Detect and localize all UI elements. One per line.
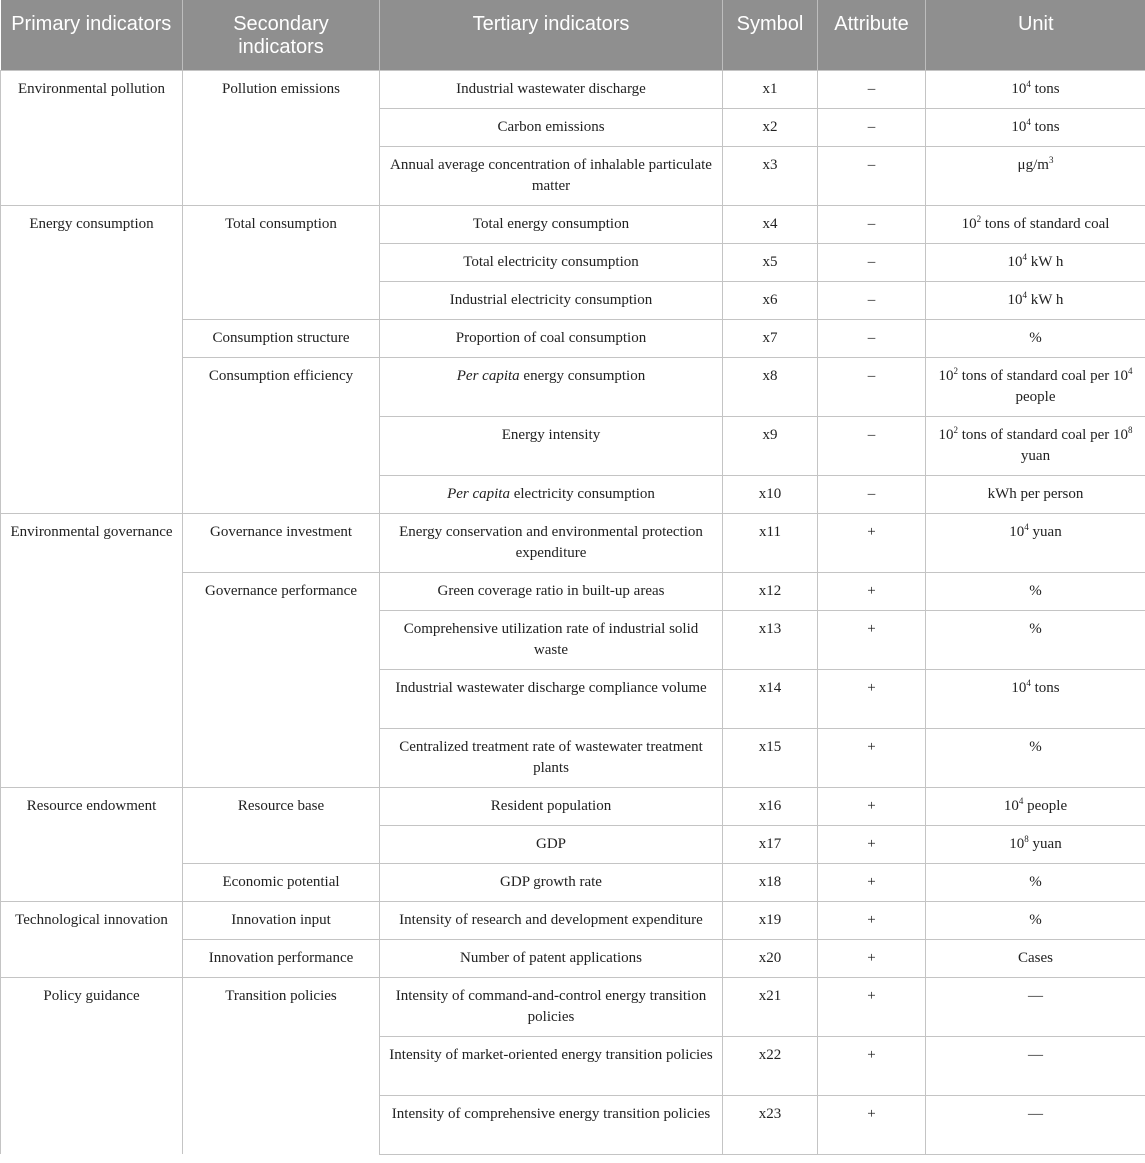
unit-cell: —	[926, 1036, 1145, 1095]
attribute-cell: –	[818, 108, 926, 146]
tertiary-cell: Comprehensive utilization rate of industrial solid waste	[380, 610, 723, 669]
symbol-cell: x18	[723, 863, 818, 901]
unit-cell: %	[926, 572, 1145, 610]
secondary-cell: Innovation input	[183, 901, 380, 939]
attribute-cell: +	[818, 669, 926, 728]
unit-cell: %	[926, 610, 1145, 669]
secondary-cell: Governance performance	[183, 572, 380, 787]
symbol-cell: x23	[723, 1095, 818, 1154]
tertiary-cell: Number of patent applications	[380, 939, 723, 977]
table-row	[1, 70, 1145, 108]
unit-cell: $\mu g/m^3$	[926, 146, 1145, 205]
tertiary-cell: Industrial wastewater discharge compliance volume	[380, 669, 723, 728]
attribute-cell: +	[818, 825, 926, 863]
table-row	[1, 787, 1145, 825]
symbol-cell: x7	[723, 319, 818, 357]
attribute-cell: –	[818, 281, 926, 319]
symbol-cell: x15	[723, 728, 818, 787]
primary-cell: Technological innovation	[1, 901, 183, 977]
attribute-cell: –	[818, 146, 926, 205]
symbol-cell: x17	[723, 825, 818, 863]
attribute-cell: –	[818, 243, 926, 281]
attribute-cell: +	[818, 977, 926, 1036]
symbol-cell: x21	[723, 977, 818, 1036]
attribute-cell: +	[818, 513, 926, 572]
tertiary-cell: GDP	[380, 825, 723, 863]
symbol-cell: x6	[723, 281, 818, 319]
tertiary-cell: Per capita energy consumption	[380, 357, 723, 416]
symbol-cell: x2	[723, 108, 818, 146]
secondary-cell: Transition policies	[183, 977, 380, 1154]
header-primary: Primary indicators	[1, 0, 183, 70]
secondary-cell: Governance investment	[183, 513, 380, 572]
attribute-cell: +	[818, 939, 926, 977]
unit-cell: $10^8$ yuan	[926, 825, 1145, 863]
unit-cell: $10^4$ tons	[926, 108, 1145, 146]
tertiary-cell: Industrial electricity consumption	[380, 281, 723, 319]
table-row	[1, 977, 1145, 1036]
unit-cell: —	[926, 1095, 1145, 1154]
primary-cell: Energy consumption	[1, 205, 183, 513]
unit-cell: %	[926, 319, 1145, 357]
symbol-cell: x11	[723, 513, 818, 572]
attribute-cell: +	[818, 1036, 926, 1095]
tertiary-cell: Total electricity consumption	[380, 243, 723, 281]
unit-cell: %	[926, 728, 1145, 787]
symbol-cell: x12	[723, 572, 818, 610]
attribute-cell: +	[818, 572, 926, 610]
symbol-cell: x9	[723, 416, 818, 475]
header-row	[1, 0, 1145, 70]
unit-cell: $10^2$ tons of standard coal per $10^4$ people	[926, 357, 1145, 416]
attribute-cell: –	[818, 70, 926, 108]
secondary-cell: Consumption structure	[183, 319, 380, 357]
unit-cell: $10^2$ tons of standard coal	[926, 205, 1145, 243]
unit-cell: %	[926, 863, 1145, 901]
attribute-cell: –	[818, 319, 926, 357]
secondary-cell: Pollution emissions	[183, 70, 380, 205]
tertiary-cell: Intensity of market-oriented energy transition policies	[380, 1036, 723, 1095]
symbol-cell: x4	[723, 205, 818, 243]
tertiary-cell: Resident population	[380, 787, 723, 825]
table-row	[1, 205, 1145, 243]
symbol-cell: x22	[723, 1036, 818, 1095]
tertiary-cell: Annual average concentration of inhalable particulate matter	[380, 146, 723, 205]
header-secondary: Secondary indicators	[183, 0, 380, 70]
attribute-cell: +	[818, 728, 926, 787]
header-tertiary: Tertiary indicators	[380, 0, 723, 70]
header-symbol: Symbol	[723, 0, 818, 70]
tertiary-cell: Total energy consumption	[380, 205, 723, 243]
primary-cell: Resource endowment	[1, 787, 183, 901]
tertiary-cell: Intensity of comprehensive energy transition policies	[380, 1095, 723, 1154]
attribute-cell: +	[818, 787, 926, 825]
secondary-cell: Total consumption	[183, 205, 380, 319]
header-unit: Unit	[926, 0, 1145, 70]
symbol-cell: x20	[723, 939, 818, 977]
tertiary-cell: Carbon emissions	[380, 108, 723, 146]
tertiary-cell: Per capita electricity consumption	[380, 475, 723, 513]
symbol-cell: x10	[723, 475, 818, 513]
unit-cell: —	[926, 977, 1145, 1036]
attribute-cell: +	[818, 610, 926, 669]
tertiary-cell: Energy intensity	[380, 416, 723, 475]
unit-cell: $10^4$ kW h	[926, 281, 1145, 319]
attribute-cell: +	[818, 863, 926, 901]
secondary-cell: Economic potential	[183, 863, 380, 901]
unit-cell: kWh per person	[926, 475, 1145, 513]
symbol-cell: x1	[723, 70, 818, 108]
symbol-cell: x14	[723, 669, 818, 728]
primary-cell: Environmental governance	[1, 513, 183, 787]
attribute-cell: –	[818, 475, 926, 513]
table-row	[1, 513, 1145, 572]
tertiary-cell: Energy conservation and environmental protection expenditure	[380, 513, 723, 572]
unit-cell: %	[926, 901, 1145, 939]
secondary-cell: Innovation performance	[183, 939, 380, 977]
unit-cell: Cases	[926, 939, 1145, 977]
secondary-cell: Resource base	[183, 787, 380, 863]
unit-cell: $10^4$ yuan	[926, 513, 1145, 572]
symbol-cell: x5	[723, 243, 818, 281]
primary-cell: Environmental pollution	[1, 70, 183, 205]
symbol-cell: x16	[723, 787, 818, 825]
attribute-cell: +	[818, 901, 926, 939]
tertiary-cell: Intensity of research and development expenditure	[380, 901, 723, 939]
symbol-cell: x8	[723, 357, 818, 416]
unit-cell: $10^4$ tons	[926, 669, 1145, 728]
tertiary-cell: Proportion of coal consumption	[380, 319, 723, 357]
symbol-cell: x19	[723, 901, 818, 939]
tertiary-cell: Intensity of command-and-control energy transition policies	[380, 977, 723, 1036]
header-attribute: Attribute	[818, 0, 926, 70]
attribute-cell: +	[818, 1095, 926, 1154]
attribute-cell: –	[818, 416, 926, 475]
unit-cell: $10^2$ tons of standard coal per $10^8$ yuan	[926, 416, 1145, 475]
attribute-cell: –	[818, 357, 926, 416]
unit-cell: $10^4$ people	[926, 787, 1145, 825]
symbol-cell: x3	[723, 146, 818, 205]
tertiary-cell: Green coverage ratio in built-up areas	[380, 572, 723, 610]
secondary-cell: Consumption efficiency	[183, 357, 380, 513]
attribute-cell: –	[818, 205, 926, 243]
unit-cell: $10^4$ kW h	[926, 243, 1145, 281]
tertiary-cell: Industrial wastewater discharge	[380, 70, 723, 108]
primary-cell: Policy guidance	[1, 977, 183, 1154]
table-row	[1, 901, 1145, 939]
tertiary-cell: Centralized treatment rate of wastewater treatment plants	[380, 728, 723, 787]
tertiary-cell: GDP growth rate	[380, 863, 723, 901]
symbol-cell: x13	[723, 610, 818, 669]
unit-cell: $10^4$ tons	[926, 70, 1145, 108]
